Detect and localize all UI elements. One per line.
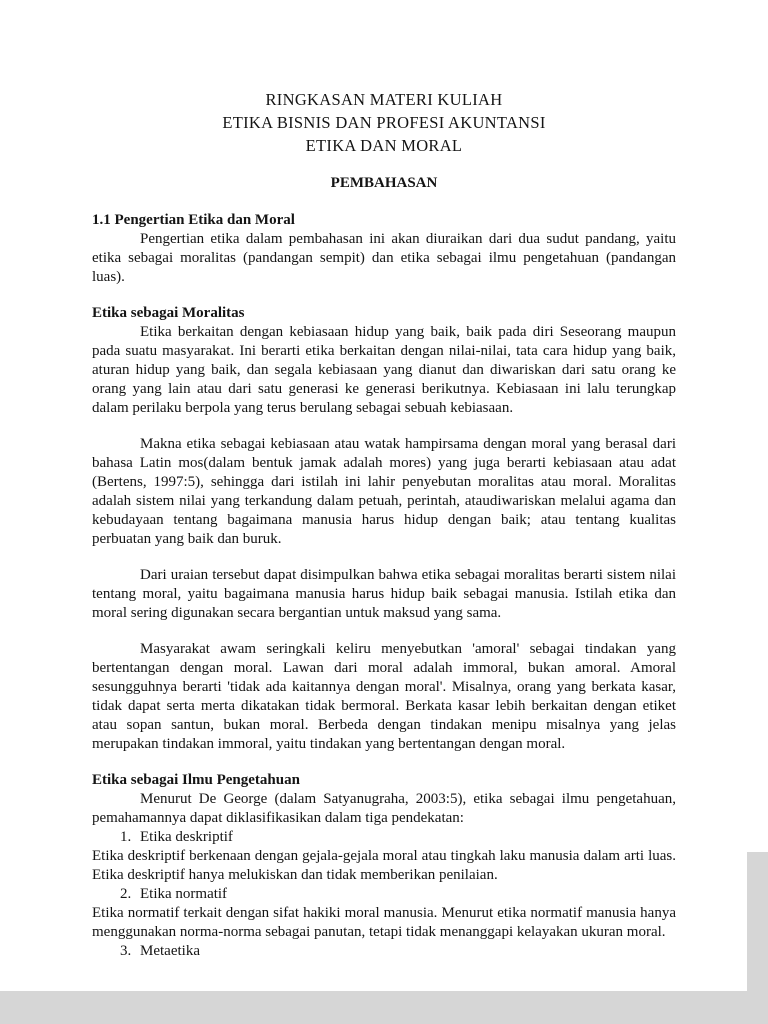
subsection-heading: 1.1 Pengertian Etika dan Moral <box>92 212 295 228</box>
viewer-gutter-bottom <box>0 991 768 1024</box>
document-title <box>92 88 676 157</box>
numbered-list-item <box>92 828 676 847</box>
document-title-line-3: ETIKA DAN MORAL <box>305 136 463 155</box>
paragraph: Makna etika sebagai kebiasaan atau watak hampirsama dengan moral yang berasal dari bahasa Latin mos(dalam bentuk jamak adalah mores) yang juga berarti kebiasaan atau adat (Bertens, 1997:5), sehingga dari istilah ini lahir penyebutan moralitas atau moral. Moralitas adalah sistem nilai yang terkandung dalam petuah, perintah, ataudiwariskan melalui agama dan kebudayaan tentang bagaimana manusia harus hidup dengan baik; atau tentang kualitas perbuatan yang baik dan buruk. <box>92 436 676 547</box>
document-title-line-1: RINGKASAN MATERI KULIAH <box>265 90 503 109</box>
document-title-line-2: ETIKA BISNIS DAN PROFESI AKUNTANSI <box>222 113 546 132</box>
paragraph: Dari uraian tersebut dapat disimpulkan bahwa etika sebagai moralitas berarti sistem nilai tentang moral, yaitu bagaimana manusia harus hidup baik sebagai manusia. Istilah etika dan moral sering digunakan secara bergantian untuk maksud yang sama. <box>92 567 676 621</box>
list-item-marker: 2. <box>120 886 132 902</box>
section-heading-pembahasan: PEMBAHASAN <box>330 175 438 191</box>
list-item-text: Etika deskriptif <box>140 829 233 845</box>
list-item-marker: 1. <box>120 829 132 845</box>
list-item-text: Metaetika <box>140 943 200 959</box>
numbered-list-item <box>92 942 676 961</box>
paragraph: Etika normatif terkait dengan sifat hakiki moral manusia. Menurut etika normatif manusia hanya menggunakan norma-norma sebagai panutan, tetapi tidak menanggapi kelayakan ukuran moral. <box>92 905 676 940</box>
paragraph: Etika berkaitan dengan kebiasaan hidup yang baik, baik pada diri Seseorang maupun pada suatu masyarakat. Ini berarti etika berkaitan dengan nilai-nilai, tata cara hidup yang baik, aturan hidup yang baik, dan segala kebiasaan yang dianut dan diwariskan dari satu orang ke orang yang lain atau dari satu generasi ke generasi berikutnya. Kebiasaan ini lalu terungkap dalam perilaku berpola yang terus berulang sebagai sebuah kebiasaan. <box>92 324 676 416</box>
list-item-marker: 3. <box>120 943 132 959</box>
paragraph: Menurut De George (dalam Satyanugraha, 2003:5), etika sebagai ilmu pengetahuan, pemahamannya dapat diklasifikasikan dalam tiga pendekatan: <box>92 791 676 826</box>
numbered-list-item <box>92 885 676 904</box>
paragraph: Etika deskriptif berkenaan dengan gejala-gejala moral atau tingkah laku manusia dalam arti luas. Etika deskriptif hanya melukiskan dan tidak memberikan penilaian. <box>92 848 676 883</box>
document-content <box>92 88 676 961</box>
paragraph: Masyarakat awam seringkali keliru menyebutkan 'amoral' sebagai tindakan yang bertentangan dengan moral. Lawan dari moral adalah immoral, bukan amoral. Amoral sesungguhnya berarti 'tidak ada kaitannya dengan moral'. Misalnya, orang yang berkata kasar, tidak dapat serta merta dikatakan tidak bermoral. Berkata kasar lebih berkaitan dengan etiket atau sopan santun, bukan moral. Berbeda dengan tindakan menipu misalnya yang jelas merupakan tindakan immoral, yaitu tindakan yang bertentangan dengan moral. <box>92 641 676 752</box>
document-blocks <box>92 211 676 961</box>
subsection-heading: Etika sebagai Ilmu Pengetahuan <box>92 772 300 788</box>
list-item-text: Etika normatif <box>140 886 228 902</box>
paragraph: Pengertian etika dalam pembahasan ini akan diuraikan dari dua sudut pandang, yaitu etika sebagai moralitas (pandangan sempit) dan etika sebagai ilmu pengetahuan (pandangan luas). <box>92 231 676 285</box>
subsection-heading: Etika sebagai Moralitas <box>92 305 245 321</box>
